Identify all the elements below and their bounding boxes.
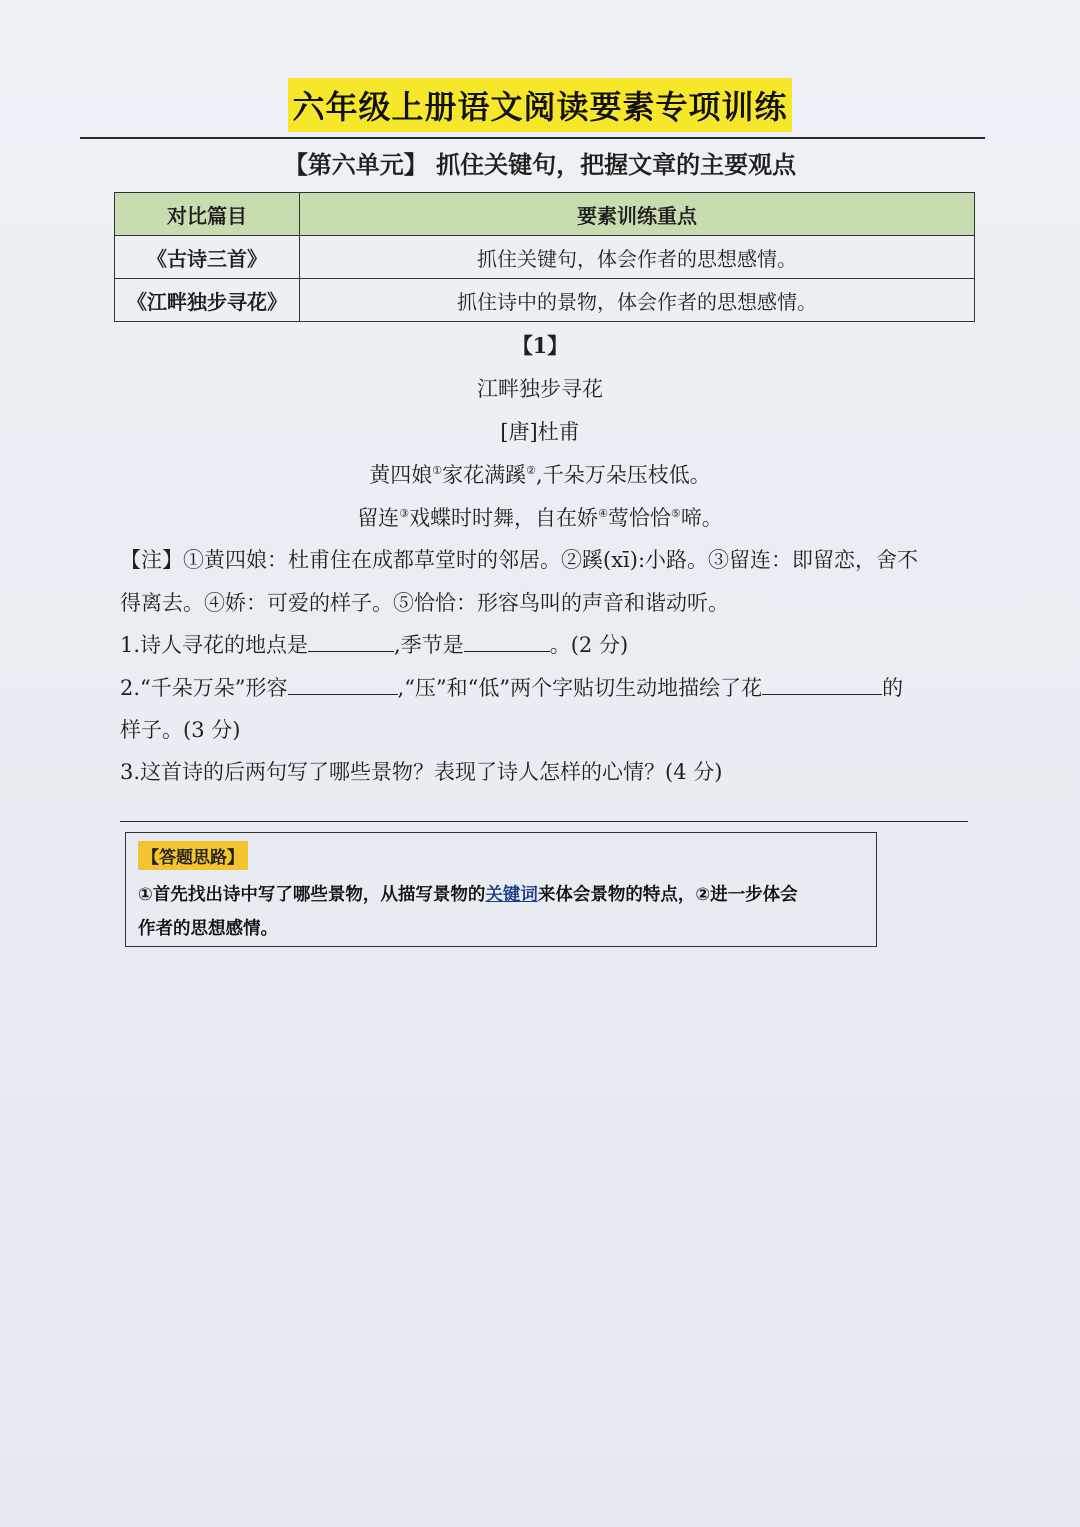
poem-author: [唐]杜甫 [500, 420, 580, 444]
table-cell-title: 《古诗三首》 [115, 236, 300, 279]
table-cell-focus: 抓住诗中的景物，体会作者的思想感情。 [300, 279, 975, 322]
poem-text: ,千朵万朵压枝低。 [536, 463, 711, 487]
footnote-mark: ① [432, 464, 443, 477]
question-1 [120, 629, 970, 659]
title-rule [80, 137, 985, 139]
table-header-cell: 要素训练重点 [300, 193, 975, 236]
hint-part: 来体会景物的特点，②进一步体会 [537, 885, 798, 905]
table-header-cell: 对比篇目 [115, 193, 300, 236]
poem-line-2 [0, 502, 1080, 532]
answer-blank-flower[interactable] [762, 676, 882, 695]
question-2-cont: 样子。(3 分) [120, 718, 241, 742]
table-cell-title: 《江畔独步寻花》 [115, 279, 300, 322]
hint-part: 作者的思想感情。 [138, 919, 278, 939]
notes-line-2: 得离去。④娇：可爱的样子。⑤恰恰：形容鸟叫的声音和谐动听。 [120, 591, 729, 615]
question-text: 的 [882, 676, 904, 700]
page-title: 六年级上册语文阅读要素专项训练 [288, 78, 791, 132]
answer-blank-location[interactable] [308, 633, 394, 652]
answer-blank-describe[interactable] [288, 676, 398, 695]
poem-text: 莺恰恰 [607, 506, 671, 530]
hint-label: 【答题思路】 [138, 841, 248, 870]
poem-text: 黄四娘 [369, 463, 433, 487]
poem-title: 江畔独步寻花 [477, 377, 603, 401]
answer-line[interactable] [120, 821, 968, 822]
question-3: 3.这首诗的后两句写了哪些景物？表现了诗人怎样的心情？(4 分) [120, 760, 723, 784]
hint-text [138, 878, 864, 946]
hint-keyword: 关键词 [485, 885, 538, 905]
training-focus-table [114, 192, 975, 322]
unit-subtitle: 【第六单元】 抓住关键句，把握文章的主要观点 [283, 150, 797, 179]
hint-part: ①首先找出诗中写了哪些景物，从描写景物的 [138, 885, 486, 905]
question-text: ,季节是 [394, 633, 464, 657]
question-text: ,“压”和“低”两个字贴切生动地描绘了花 [397, 676, 763, 700]
poem-line-1 [0, 459, 1080, 489]
table-cell-focus: 抓住关键句，体会作者的思想感情。 [300, 236, 975, 279]
table-row [115, 279, 975, 322]
question-text: 2.“千朵万朵”形容 [120, 676, 288, 700]
title-wrap [0, 78, 1080, 132]
poem-text: 家花满蹊 [442, 463, 527, 487]
footnote-mark: ④ [598, 507, 608, 520]
footnote-mark: ② [526, 464, 537, 477]
section-number: 【1】 [511, 333, 569, 358]
answer-blank-season[interactable] [464, 633, 550, 652]
question-text: 。(2 分) [549, 633, 629, 657]
poem-text: 留连 [357, 506, 400, 530]
poem-text: 啼。 [680, 506, 723, 530]
question-text: 1.诗人寻花的地点是 [120, 633, 309, 657]
notes-line-1: 【注】①黄四娘：杜甫住在成都草堂时的邻居。②蹊(xī):小路。③留连：即留恋，舍不 [120, 548, 919, 572]
question-2 [120, 672, 970, 702]
poem-text: 戏蝶时时舞，自在娇 [409, 506, 599, 530]
answer-hint-box [125, 832, 877, 947]
table-header-row [115, 193, 975, 236]
footnote-mark: ⑤ [670, 507, 681, 520]
table-row [115, 236, 975, 279]
footnote-mark: ③ [399, 507, 410, 520]
